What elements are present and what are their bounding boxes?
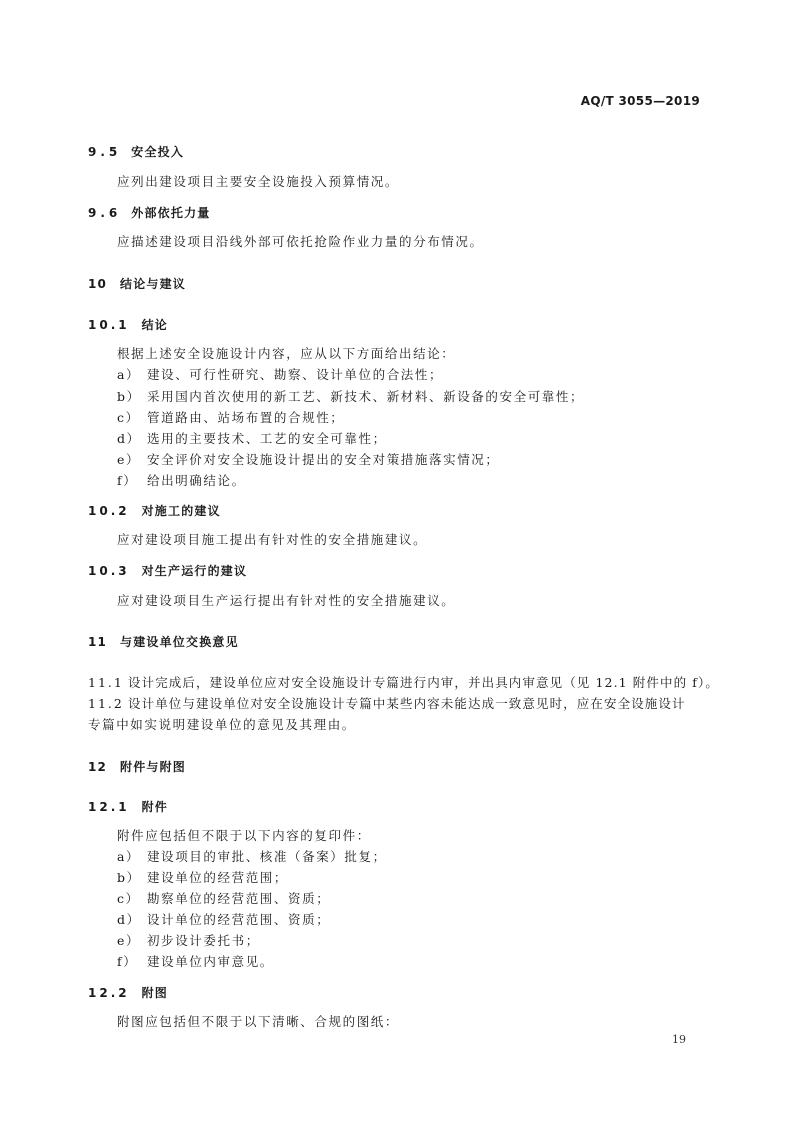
section-title: 安全投入 [131, 145, 185, 159]
list-item [117, 473, 246, 489]
section-number: 9.5 [88, 145, 122, 159]
section-title: 附件 [141, 800, 169, 814]
section-title: 与建设单位交换意见 [120, 635, 239, 649]
clause-text: 设计完成后，建设单位应对安全设施设计专篇进行内审，并出具内审意见（见 12.1 附件中的 f）。 [128, 675, 719, 690]
section-number: 11 [88, 635, 108, 649]
list-item [117, 933, 260, 949]
list-text: 设计单位的经营范围、资质； [147, 912, 331, 927]
list-item [117, 849, 387, 865]
section-title: 附件与附图 [120, 760, 187, 774]
section-12-1-heading [88, 799, 168, 815]
paragraph: 应描述建设项目沿线外部可依托抢险作业力量的分布情况。 [117, 234, 484, 249]
section-11-heading [88, 634, 239, 650]
list-marker: c） [117, 410, 140, 425]
list-marker: a） [117, 367, 141, 382]
section-title: 结论与建议 [120, 277, 187, 291]
section-number: 10.1 [88, 318, 130, 332]
list-marker: f） [117, 473, 138, 488]
list-marker: d） [117, 431, 141, 446]
list-marker: b） [117, 870, 141, 885]
list-text: 安全评价对安全设施设计提出的安全对策措施落实情况； [147, 452, 500, 467]
section-number: 12.1 [88, 800, 130, 814]
clause-number: 11.1 [88, 675, 124, 690]
section-title: 外部依托力量 [131, 206, 211, 220]
clause-11-2-continued: 专篇中如实说明建设单位的意见及其理由。 [88, 717, 356, 732]
section-9-6-heading [88, 205, 210, 221]
paragraph: 应列出建设项目主要安全设施投入预算情况。 [117, 174, 400, 189]
clause-11-1 [88, 675, 719, 691]
section-number: 10.3 [88, 564, 130, 578]
list-item [117, 912, 330, 928]
paragraph: 根据上述安全设施设计内容，应从以下方面给出结论： [117, 346, 456, 361]
list-text: 初步设计委托书； [147, 933, 260, 948]
section-number: 9.6 [88, 206, 122, 220]
section-10-2-heading [88, 503, 221, 519]
section-title: 结论 [141, 318, 169, 332]
clause-text: 设计单位与建设单位对安全设施设计专篇中某些内容未能达成一致意见时，应在安全设施设计 [128, 696, 686, 711]
section-title: 对施工的建议 [141, 504, 221, 518]
list-marker: e） [117, 933, 141, 948]
section-title: 附图 [141, 986, 169, 1000]
section-12-2-heading [88, 985, 168, 1001]
list-marker: f） [117, 954, 138, 969]
list-text: 勘察单位的经营范围、资质； [147, 891, 331, 906]
list-marker: b） [117, 389, 141, 404]
list-item [117, 389, 584, 405]
list-text: 建设项目的审批、核准（备案）批复； [147, 849, 387, 864]
list-item [117, 367, 443, 383]
list-marker: a） [117, 849, 141, 864]
list-text: 建设单位内审意见。 [147, 954, 274, 969]
section-10-heading [88, 276, 186, 292]
list-marker: c） [117, 891, 140, 906]
list-text: 建设单位的经营范围； [147, 870, 289, 885]
list-marker: d） [117, 912, 141, 927]
list-item [117, 410, 344, 426]
list-item [117, 870, 288, 886]
list-item [117, 954, 274, 970]
clause-11-2 [88, 696, 700, 712]
section-number: 12 [88, 760, 108, 774]
paragraph: 应对建设项目施工提出有针对性的安全措施建议。 [117, 532, 428, 547]
paragraph: 附图应包括但不限于以下清晰、合规的图纸： [117, 1014, 400, 1029]
list-text: 给出明确结论。 [147, 473, 246, 488]
list-text: 建设、可行性研究、勘察、设计单位的合法性； [147, 367, 444, 382]
list-item [117, 431, 387, 447]
list-item [117, 452, 500, 468]
list-text: 选用的主要技术、工艺的安全可靠性； [147, 431, 387, 446]
section-9-5-heading [88, 144, 184, 160]
list-item [117, 891, 330, 907]
list-marker: e） [117, 452, 141, 467]
section-10-3-heading [88, 563, 247, 579]
page-number: 19 [672, 1033, 686, 1046]
paragraph: 附件应包括但不限于以下内容的复印件： [117, 828, 371, 843]
section-10-1-heading [88, 317, 168, 333]
section-number: 12.2 [88, 986, 130, 1000]
clause-number: 11.2 [88, 696, 124, 711]
section-number: 10 [88, 277, 108, 291]
section-number: 10.2 [88, 504, 130, 518]
list-text: 管道路由、站场布置的合规性； [147, 410, 345, 425]
standard-code: AQ/T 3055—2019 [580, 94, 700, 108]
paragraph: 应对建设项目生产运行提出有针对性的安全措施建议。 [117, 593, 456, 608]
section-title: 对生产运行的建议 [141, 564, 248, 578]
section-12-heading [88, 759, 186, 775]
list-text: 采用国内首次使用的新工艺、新技术、新材料、新设备的安全可靠性； [147, 389, 585, 404]
